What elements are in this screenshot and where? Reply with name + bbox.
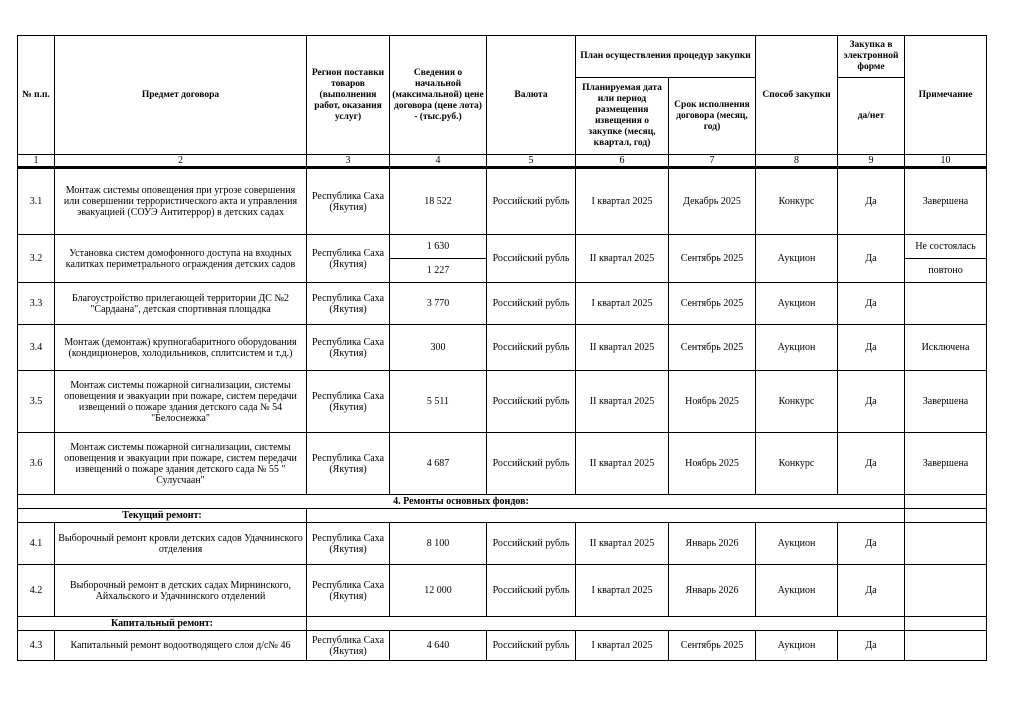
col-number: 8 xyxy=(756,155,838,168)
row-currency: Российский рубль xyxy=(487,325,576,371)
row-term: Ноябрь 2025 xyxy=(669,433,756,495)
row-subject: Капитальный ремонт водоотводящего слоя д/с№ 46 xyxy=(55,631,307,661)
row-plan-date: II квартал 2025 xyxy=(576,325,669,371)
row-subject: Выборочный ремонт кровли детских садов Удачнинского отделения xyxy=(55,523,307,565)
row-price: 18 522 xyxy=(390,168,487,235)
row-term: Сентябрь 2025 xyxy=(669,631,756,661)
row-region: Республика Саха (Якутия) xyxy=(307,168,390,235)
row-price: 3 770 xyxy=(390,283,487,325)
row-method: Аукцион xyxy=(756,235,838,283)
row-price: 4 640 xyxy=(390,631,487,661)
row-method: Аукцион xyxy=(756,325,838,371)
procurement-plan-table xyxy=(17,35,987,661)
row-term: Сентябрь 2025 xyxy=(669,325,756,371)
row-currency: Российский рубль xyxy=(487,565,576,617)
row-subject: Благоустройство прилегающей территории ДС №2 "Сардаана", детская спортивная площадка xyxy=(55,283,307,325)
subsection-title-current: Текущий ремонт: xyxy=(18,509,307,523)
subsection-empty-cell xyxy=(905,509,987,523)
row-note-repeat: повтоно xyxy=(905,259,987,283)
row-subject: Монтаж системы пожарной сигнализации, системы оповещения и эвакуации при пожаре, систем передачи извещений о пожаре здания детского сада № 55 " Сулусчаан" xyxy=(55,433,307,495)
table-row xyxy=(18,631,987,661)
table-row xyxy=(18,371,987,433)
header-region: Регион поставки товаров (выполнения работ, оказания услуг) xyxy=(307,36,390,155)
row-plan-date: I квартал 2025 xyxy=(576,283,669,325)
table-row xyxy=(18,565,987,617)
section-empty-cell xyxy=(905,495,987,509)
header-plan: План осуществления процедур закупки xyxy=(576,36,756,78)
row-subject: Монтаж системы пожарной сигнализации, системы оповещения и эвакуации при пожаре, систем передачи извещений о пожаре здания детского сада № 54 "Белоснежка" xyxy=(55,371,307,433)
row-method: Конкурс xyxy=(756,168,838,235)
header-eform-yn: да/нет xyxy=(838,78,905,155)
row-currency: Российский рубль xyxy=(487,523,576,565)
subsection-row xyxy=(18,509,987,523)
header-row-1 xyxy=(18,36,987,78)
table-row xyxy=(18,235,987,259)
col-number: 1 xyxy=(18,155,55,168)
col-number: 3 xyxy=(307,155,390,168)
row-plan-date: II квартал 2025 xyxy=(576,371,669,433)
col-number: 7 xyxy=(669,155,756,168)
header-eform: Закупка в электронной форме xyxy=(838,36,905,78)
row-plan-date: I квартал 2025 xyxy=(576,631,669,661)
column-numbers-row xyxy=(18,155,987,168)
row-region: Республика Саха (Якутия) xyxy=(307,325,390,371)
row-region: Республика Саха (Якутия) xyxy=(307,433,390,495)
row-eform: Да xyxy=(838,325,905,371)
row-term: Декабрь 2025 xyxy=(669,168,756,235)
row-eform: Да xyxy=(838,631,905,661)
subsection-title-capital: Капитальный ремонт: xyxy=(18,617,307,631)
table-row xyxy=(18,168,987,235)
row-method: Конкурс xyxy=(756,371,838,433)
row-currency: Российский рубль xyxy=(487,631,576,661)
row-term: Сентябрь 2025 xyxy=(669,235,756,283)
header-num: № п.п. xyxy=(18,36,55,155)
row-num: 3.6 xyxy=(18,433,55,495)
row-eform: Да xyxy=(838,565,905,617)
row-num: 3.5 xyxy=(18,371,55,433)
header-currency: Валюта xyxy=(487,36,576,155)
header-subject: Предмет договора xyxy=(55,36,307,155)
row-plan-date: I квартал 2025 xyxy=(576,565,669,617)
col-number: 10 xyxy=(905,155,987,168)
row-plan-date: I квартал 2025 xyxy=(576,168,669,235)
row-region: Республика Саха (Якутия) xyxy=(307,283,390,325)
row-eform: Да xyxy=(838,371,905,433)
row-eform: Да xyxy=(838,523,905,565)
row-num: 3.3 xyxy=(18,283,55,325)
header-note: Примечание xyxy=(905,36,987,155)
row-region: Республика Саха (Якутия) xyxy=(307,523,390,565)
row-currency: Российский рубль xyxy=(487,371,576,433)
row-price-repeat: 1 227 xyxy=(390,259,487,283)
subsection-empty-cell xyxy=(307,509,905,523)
row-plan-date: II квартал 2025 xyxy=(576,433,669,495)
subsection-empty-cell xyxy=(905,617,987,631)
row-term: Январь 2026 xyxy=(669,565,756,617)
header-method: Способ закупки xyxy=(756,36,838,155)
row-currency: Российский рубль xyxy=(487,433,576,495)
row-price: 4 687 xyxy=(390,433,487,495)
row-price: 300 xyxy=(390,325,487,371)
table-row xyxy=(18,325,987,371)
row-note: Завершена xyxy=(905,371,987,433)
row-price: 12 000 xyxy=(390,565,487,617)
subsection-empty-cell xyxy=(307,617,905,631)
row-note xyxy=(905,631,987,661)
row-eform: Да xyxy=(838,283,905,325)
row-num: 3.1 xyxy=(18,168,55,235)
row-num: 4.2 xyxy=(18,565,55,617)
table-row xyxy=(18,283,987,325)
row-num: 3.2 xyxy=(18,235,55,283)
row-eform: Да xyxy=(838,433,905,495)
row-region: Республика Саха (Якутия) xyxy=(307,631,390,661)
row-price: 8 100 xyxy=(390,523,487,565)
row-subject: Выборочный ремонт в детских садах Мирнинского, Айхальского и Удачнинского отделений xyxy=(55,565,307,617)
col-number: 2 xyxy=(55,155,307,168)
row-note xyxy=(905,565,987,617)
header-plan-date: Планируемая дата или период размещения извещения о закупке (месяц, квартал, год) xyxy=(576,78,669,155)
table-row xyxy=(18,523,987,565)
row-num: 4.3 xyxy=(18,631,55,661)
row-plan-date: II квартал 2025 xyxy=(576,235,669,283)
row-term: Январь 2026 xyxy=(669,523,756,565)
row-num: 3.4 xyxy=(18,325,55,371)
row-subject: Установка систем домофонного доступа на входных калитках периметрального ограждения детских садов xyxy=(55,235,307,283)
row-num: 4.1 xyxy=(18,523,55,565)
row-note: Завершена xyxy=(905,433,987,495)
col-number: 6 xyxy=(576,155,669,168)
section-title: 4. Ремонты основных фондов: xyxy=(18,495,905,509)
row-method: Аукцион xyxy=(756,631,838,661)
row-currency: Российский рубль xyxy=(487,235,576,283)
row-eform: Да xyxy=(838,235,905,283)
row-subject: Монтаж (демонтаж) крупногабаритного оборудования (кондиционеров, холодильников, сплитсистем и т.д.) xyxy=(55,325,307,371)
row-note: Завершена xyxy=(905,168,987,235)
row-currency: Российский рубль xyxy=(487,283,576,325)
row-method: Аукцион xyxy=(756,523,838,565)
col-number: 5 xyxy=(487,155,576,168)
header-term: Срок исполнения договора (месяц, год) xyxy=(669,78,756,155)
row-subject: Монтаж системы оповещения при угрозе совершения или совершении террористического акта и управления эвакуацией (СОУЭ Антитеррор) в детских садах xyxy=(55,168,307,235)
row-note xyxy=(905,523,987,565)
row-method: Конкурс xyxy=(756,433,838,495)
section-row xyxy=(18,495,987,509)
row-eform: Да xyxy=(838,168,905,235)
row-method: Аукцион xyxy=(756,565,838,617)
row-region: Республика Саха (Якутия) xyxy=(307,235,390,283)
row-price: 5 511 xyxy=(390,371,487,433)
row-note xyxy=(905,283,987,325)
row-region: Республика Саха (Якутия) xyxy=(307,371,390,433)
row-currency: Российский рубль xyxy=(487,168,576,235)
table-row xyxy=(18,433,987,495)
row-region: Республика Саха (Якутия) xyxy=(307,565,390,617)
header-price: Сведения о начальной (максимальной) цене договора (цене лота) - (тыс.руб.) xyxy=(390,36,487,155)
col-number: 4 xyxy=(390,155,487,168)
subsection-row xyxy=(18,617,987,631)
row-method: Аукцион xyxy=(756,283,838,325)
col-number: 9 xyxy=(838,155,905,168)
row-term: Ноябрь 2025 xyxy=(669,371,756,433)
row-plan-date: II квартал 2025 xyxy=(576,523,669,565)
row-note: Исключена xyxy=(905,325,987,371)
row-price: 1 630 xyxy=(390,235,487,259)
row-note: Не состоялась xyxy=(905,235,987,259)
row-term: Сентябрь 2025 xyxy=(669,283,756,325)
